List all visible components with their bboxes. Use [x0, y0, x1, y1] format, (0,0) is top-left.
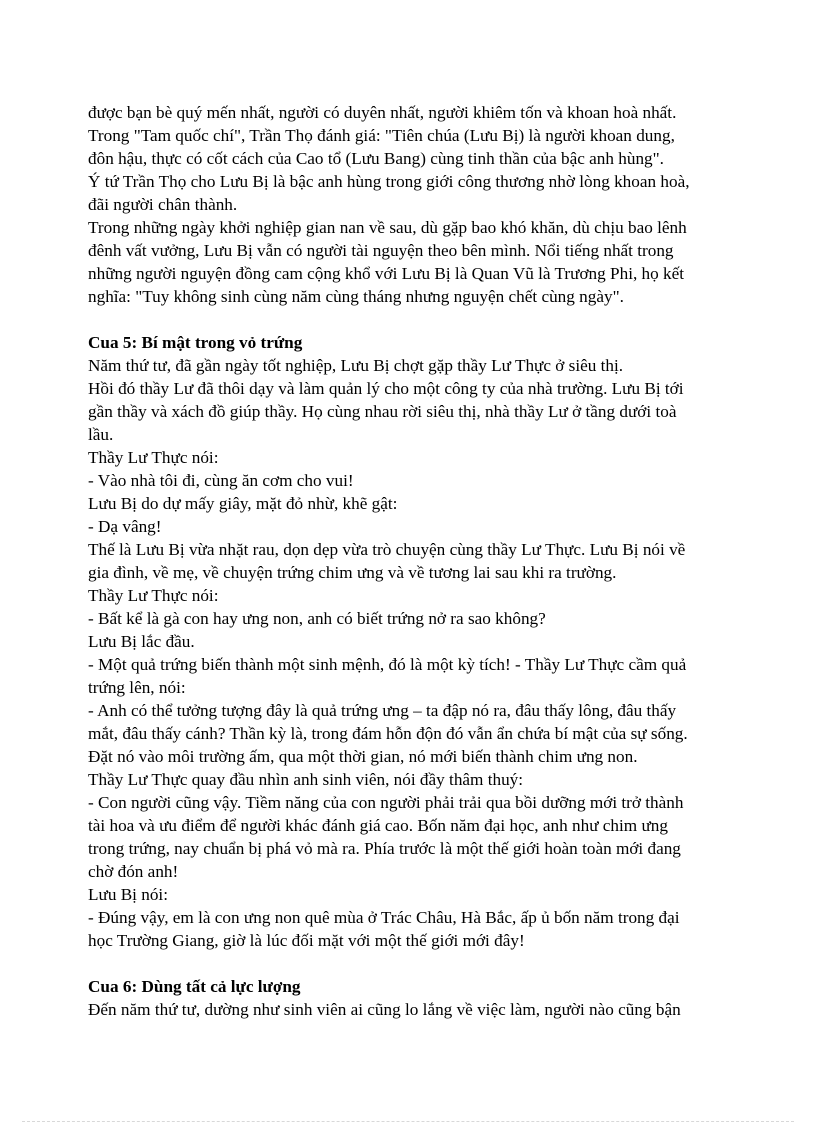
text-line: Ý tứ Trần Thọ cho Lưu Bị là bậc anh hùng trong giới công thương nhờ lòng khoan hoà, [88, 172, 690, 191]
text-line: gần thầy và xách đồ giúp thầy. Họ cùng nhau rời siêu thị, nhà thầy Lư ở tầng dưới toà [88, 402, 677, 421]
text-line: chờ đón anh! [88, 862, 179, 881]
text-line: học Trường Giang, giờ là lúc đối mặt với một thế giới mới đây! [88, 931, 525, 950]
text-line: Đặt nó vào môi trường ấm, qua một thời gian, nó mới biến thành chim ưng non. [88, 747, 638, 766]
text-line: Trong "Tam quốc chí", Trần Thọ đánh giá: "Tiên chúa (Lưu Bị) là người khoan dung, [88, 126, 675, 145]
text-line: Thầy Lư Thực quay đầu nhìn anh sinh viên, nói đầy thâm thuý: [88, 770, 524, 789]
text-line: - Anh có thể tưởng tượng đây là quả trứng ưng – ta đập nó ra, đâu thấy lông, đâu thấy [88, 701, 677, 720]
text-line: đênh vất vưởng, Lưu Bị vẫn có người tài nguyện theo bên mình. Nổi tiếng nhất trong [88, 241, 674, 260]
text-line: nghĩa: "Tuy không sinh cùng năm cùng tháng nhưng nguyện chết cùng ngày". [88, 287, 624, 306]
text-line: gia đình, về mẹ, về chuyện trứng chim ưng và về tương lai sau khi ra trường. [88, 563, 617, 582]
text-line: - Vào nhà tôi đi, cùng ăn cơm cho vui! [88, 471, 354, 490]
text-line: Lưu Bị lắc đầu. [88, 632, 195, 651]
text-line: Thầy Lư Thực nói: [88, 586, 219, 605]
section-heading: Cua 6: Dùng tất cả lực lượng [88, 977, 301, 996]
paragraph-gap [88, 308, 748, 331]
text-line: - Dạ vâng! [88, 517, 162, 536]
text-line: Lưu Bị do dự mấy giây, mặt đỏ nhừ, khẽ gật: [88, 494, 398, 513]
text-line: Đến năm thứ tư, dường như sinh viên ai cũng lo lắng về việc làm, người nào cũng bận [88, 1000, 681, 1019]
section-heading: Cua 5: Bí mật trong vỏ trứng [88, 333, 303, 352]
document-page [88, 101, 748, 1021]
text-line: lầu. [88, 425, 114, 444]
text-line: Hồi đó thầy Lư đã thôi dạy và làm quản lý cho một công ty của nhà trường. Lưu Bị tới [88, 379, 684, 398]
text-line: Trong những ngày khởi nghiệp gian nan về sau, dù gặp bao khó khăn, dù chịu bao lênh [88, 218, 687, 237]
text-line: - Đúng vậy, em là con ưng non quê mùa ở Trác Châu, Hà Bắc, ấp ủ bốn năm trong đại [88, 908, 680, 927]
text-line: được bạn bè quý mến nhất, người có duyên nhất, người khiêm tốn và khoan hoà nhất. [88, 103, 677, 122]
page-bottom-border [22, 1121, 794, 1122]
text-line: Thầy Lư Thực nói: [88, 448, 219, 467]
text-line: trong trứng, nay chuẩn bị phá vỏ mà ra. Phía trước là một thế giới hoàn toàn mới đang [88, 839, 681, 858]
text-line: mắt, đâu thấy cánh? Thần kỳ là, trong đám hỗn độn đó vẫn ẩn chứa bí mật của sự sống. [88, 724, 688, 743]
text-line: những người nguyện đồng cam cộng khổ với Lưu Bị là Quan Vũ là Trương Phi, họ kết [88, 264, 685, 283]
text-line: Thế là Lưu Bị vừa nhặt rau, dọn dẹp vừa trò chuyện cùng thầy Lư Thực. Lưu Bị nói về [88, 540, 686, 559]
text-line: tài hoa và ưu điểm để người khác đánh giá cao. Bốn năm đại học, anh như chim ưng [88, 816, 668, 835]
paragraph-gap [88, 952, 748, 975]
text-line: đôn hậu, thực có cốt cách của Cao tổ (Lưu Bang) cùng tinh thần của bậc anh hùng". [88, 149, 664, 168]
text-line: Lưu Bị nói: [88, 885, 168, 904]
text-line: đãi người chân thành. [88, 195, 238, 214]
text-line: - Bất kể là gà con hay ưng non, anh có biết trứng nở ra sao không? [88, 609, 546, 628]
text-line: Năm thứ tư, đã gần ngày tốt nghiệp, Lưu Bị chợt gặp thầy Lư Thực ở siêu thị. [88, 356, 624, 375]
text-line: trứng lên, nói: [88, 678, 186, 697]
text-line: - Con người cũng vậy. Tiềm năng của con người phải trải qua bồi dưỡng mới trở thành [88, 793, 684, 812]
text-line: - Một quả trứng biến thành một sinh mệnh, đó là một kỳ tích! - Thầy Lư Thực cầm quả [88, 655, 687, 674]
